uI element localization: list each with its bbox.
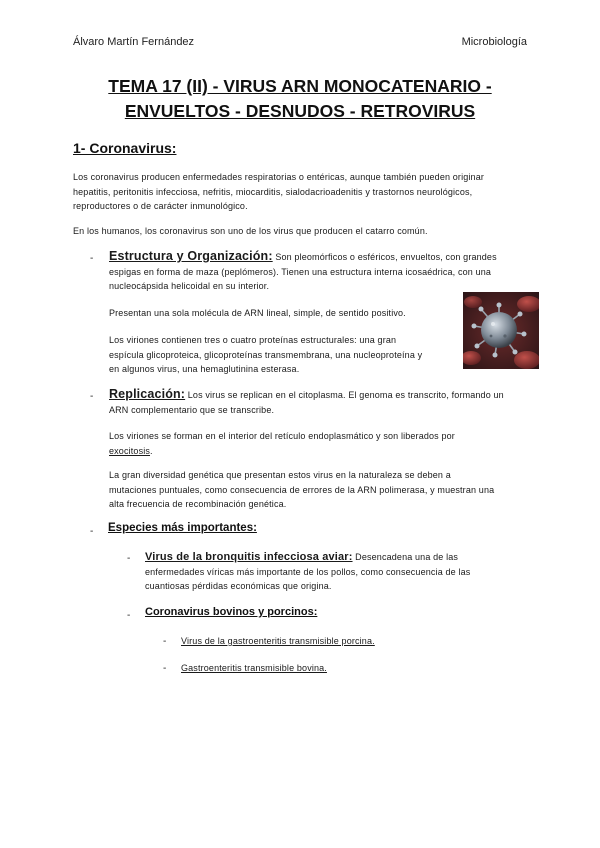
title-line-1: TEMA 17 (II) - VIRUS ARN MONOCATENARIO -: [108, 76, 492, 96]
replicacion-p2-line: Los viriones se forman en el interior del retículo endoplasmático y son liberados por: [109, 431, 455, 441]
bronquitis-block: [145, 550, 545, 594]
replicacion-text: Los virus se replican en el citoplasma. El genoma es transcrito, formando un: [185, 390, 504, 400]
bullet-dash: -: [127, 553, 131, 564]
estructura-paragraph-2: Presentan una sola molécula de ARN lineal, simple, de sentido positivo.: [109, 308, 406, 318]
intro-line: hepatitis, peritonitis infecciosa, nefritis, miocarditis, sialodacrioadenitis y trastornos neurológicos,: [73, 186, 473, 197]
replicacion-paragraph-3: [109, 468, 549, 512]
replicacion-label: Replicación:: [109, 387, 186, 401]
replicacion-p3-line: alta frecuencia de recombinación genética.: [109, 499, 287, 509]
header-subject: Microbiología: [461, 36, 527, 48]
bullet-dash: -: [163, 636, 167, 647]
estructura-block: [109, 249, 549, 294]
section-heading: 1- Coronavirus:: [73, 140, 177, 156]
estructura-line: nucleocápsida helicoidal en su interior.: [109, 281, 270, 291]
especies-label: Especies más importantes:: [108, 522, 257, 534]
estructura-p3-line: en algunos virus, una hemaglutinina esterasa.: [109, 364, 300, 374]
title-line-2: ENVUELTOS - DESNUDOS - RETROVIRUS: [124, 101, 476, 121]
estructura-text: Son pleomórficos o esféricos, envueltos, con grandes: [272, 252, 497, 262]
coronavirus-image: [463, 292, 539, 369]
estructura-paragraph-3: [109, 333, 459, 377]
bronquitis-text: Desencadena una de las: [352, 552, 459, 562]
replicacion-p3-line: mutaciones puntuales, como consecuencia de errores de la ARN polimerasa, y muestran una: [109, 484, 495, 495]
replicacion-p3-line: La gran diversidad genética que presentan estos virus en la naturaleza se deben a: [109, 470, 451, 480]
bovinos-item: Virus de la gastroenteritis transmisible porcina.: [181, 636, 375, 646]
bronquitis-label: Virus de la bronquitis infecciosa aviar:: [145, 551, 353, 563]
replicacion-block: [109, 387, 549, 417]
bovinos-item: Gastroenteritis transmisible bovina.: [181, 663, 327, 673]
replicacion-line: ARN complementario que se transcribe.: [109, 404, 275, 415]
bullet-dash: -: [90, 253, 94, 264]
estructura-line: espigas en forma de maza (peplómeros). Tienen una estructura interna icosaédrica, con una: [109, 266, 492, 277]
bullet-dash: -: [127, 610, 131, 621]
bronquitis-line: enfermedades víricas más importante de los pollos, como consecuencia de las: [145, 566, 471, 577]
bronquitis-line: cuantiosas pérdidas económicas que origina.: [145, 581, 332, 591]
replicacion-p2-end: .: [150, 445, 153, 456]
exocitosis-term: exocitosis: [109, 445, 151, 456]
bovinos-label: Coronavirus bovinos y porcinos:: [145, 606, 318, 618]
bullet-dash: -: [90, 391, 94, 402]
humans-paragraph: En los humanos, los coronavirus son uno de los virus que producen el catarro común.: [73, 226, 428, 236]
intro-line: reproductores o de carácter inmunológico.: [73, 201, 248, 211]
intro-paragraph: [73, 170, 543, 214]
header-author: Álvaro Martín Fernández: [73, 36, 195, 48]
intro-line: Los coronavirus producen enfermedades respiratorias o entéricas, aunque también pueden originar: [73, 172, 484, 182]
bullet-dash: -: [90, 526, 94, 537]
replicacion-paragraph-2: [109, 429, 549, 458]
bullet-dash: -: [163, 663, 167, 674]
estructura-p3-line: Los viriones contienen tres o cuatro proteínas estructurales: una gran: [109, 335, 397, 345]
page-title: [40, 74, 560, 124]
estructura-p3-line: espícula glicoproteica, glicoproteínas transmembrana, una nucleoproteína y: [109, 349, 423, 360]
estructura-label: Estructura y Organización:: [109, 249, 273, 263]
